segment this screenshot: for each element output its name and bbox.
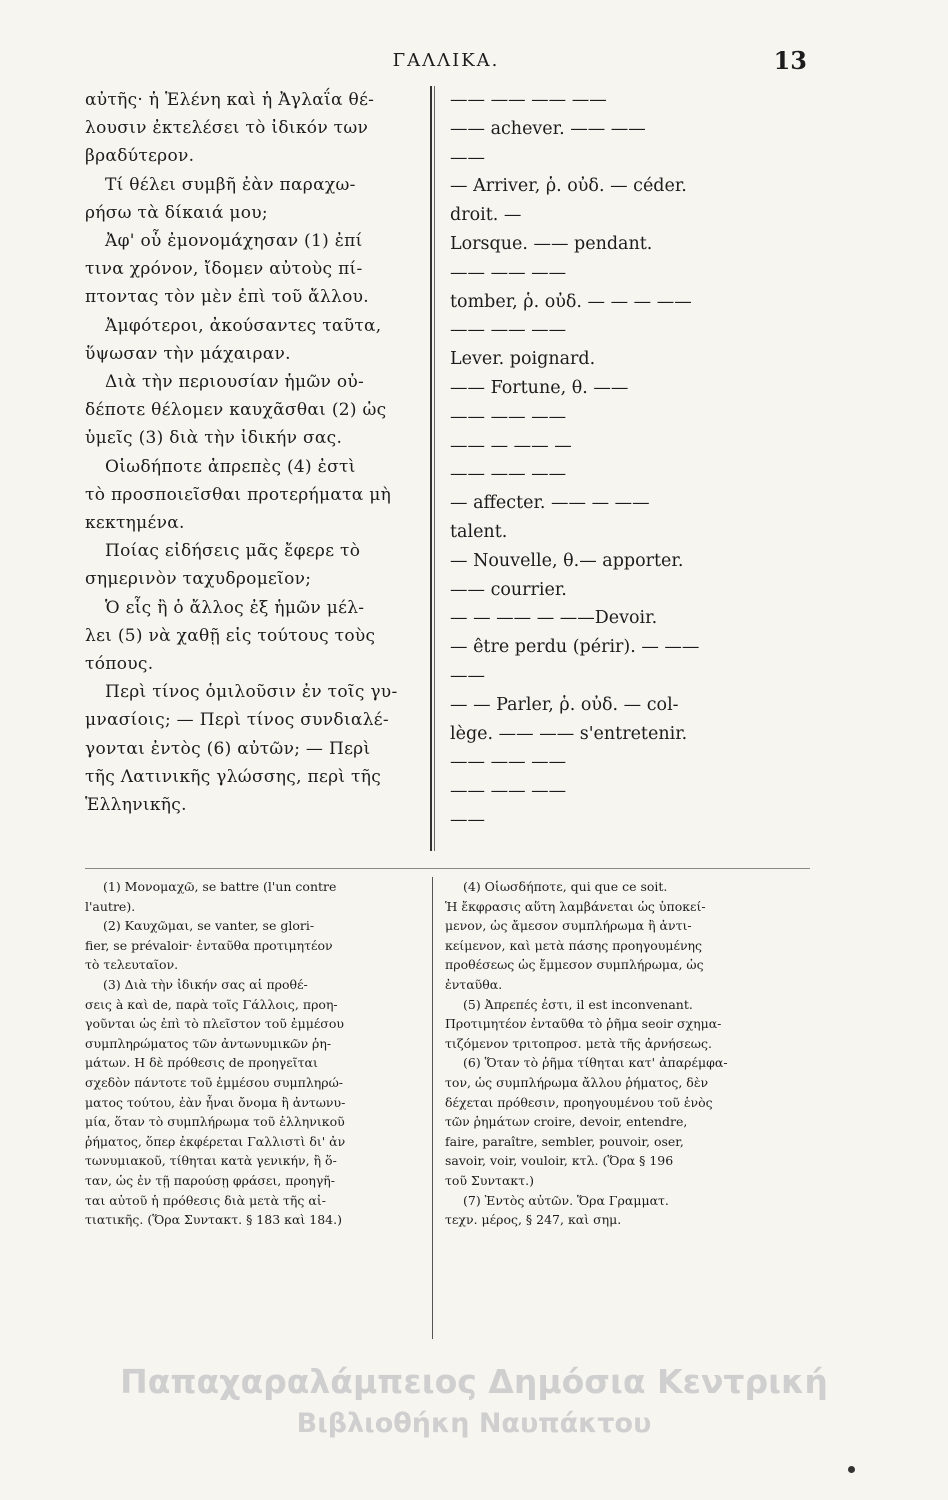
greek-text-column (85, 86, 425, 819)
footnote-line: δέχεται πρόθεσιν, προηγουμένου τοῦ ἑνὸς (445, 1094, 713, 1110)
french-vocab-line: Lorsque. —— pendant. (450, 233, 653, 254)
french-vocab-line: —— — —— — (450, 435, 572, 456)
greek-text-line: Ὁ εἷς ἢ ὁ ἄλλος ἐξ ἡμῶν μέλ- (105, 597, 365, 618)
greek-text-line: Οἱωδήποτε ἀπρεπὲς (4) ἐστὶ (105, 456, 356, 477)
page-number: 13 (773, 46, 807, 75)
column-divider-inner (434, 86, 435, 851)
french-vocabulary-column (440, 86, 810, 835)
footnote-divider (432, 877, 433, 1339)
french-vocab-line: —— —— —— (450, 752, 567, 773)
french-vocab-line: talent. (450, 521, 508, 542)
french-vocab-line: —— —— —— (450, 464, 567, 485)
greek-text-line: βραδύτερον. (85, 146, 195, 167)
footnote-line: l'autre). (85, 898, 136, 914)
footnote-line: σχεδὸν πάντοτε τοῦ ἐμμέσου συμπληρώ- (85, 1074, 343, 1090)
footnote-line: μενον, ὡς ἄμεσον συμπλήρωμα ἢ ἀντι- (445, 918, 692, 934)
greek-text-line: ὑμεῖς (3) διὰ τὴν ἰδικήν σας. (85, 428, 343, 449)
french-vocab-line: —— (450, 665, 485, 686)
greek-text-line: Τί θέλει συμβῆ ἐὰν παραχω- (105, 174, 356, 195)
greek-text-line: Ἑλληνικῆς. (85, 795, 187, 816)
french-vocab-line: — Arriver, ῥ. οὐδ. — céder. (450, 176, 687, 197)
library-watermark-line2: Βιβλιοθήκη Ναυπάκτου (296, 1408, 652, 1439)
french-vocab-line: — Nouvelle, θ.— apporter. (450, 550, 684, 571)
greek-text-line: Περὶ τίνος ὁμιλοῦσιν ἐν τοῖς γυ- (105, 682, 398, 703)
french-vocab-line: —— —— —— (450, 781, 567, 802)
page-header (85, 46, 807, 80)
footnote-line: (5) Ἀπρεπές ἐστι, il est inconvenant. (463, 996, 693, 1012)
footnote-line: (7) Ἐντὸς αὐτῶν. Ὅρα Γραμματ. (463, 1192, 669, 1208)
french-vocab-line: — être perdu (périr). — —— (450, 637, 700, 658)
greek-text-line: δέποτε θέλομεν καυχᾶσθαι (2) ὡς (85, 400, 387, 421)
ink-dot (848, 1466, 855, 1473)
french-vocab-line: —— —— —— (450, 262, 567, 283)
french-vocab-line: — — Parler, ῥ. οὐδ. — col- (450, 694, 679, 715)
greek-text-line: τινα χρόνον, ἴδομεν αὐτοὺς πί- (85, 259, 363, 280)
footnote-line: τοῦ Συντακτ.) (445, 1172, 534, 1188)
footnote-line: τῶν ῥημάτων croire, devoir, entendre, (445, 1114, 688, 1130)
footnote-line: τωνυμιακοῦ, τίθηται κατὰ γενικήν, ἢ ὅ- (85, 1153, 337, 1169)
greek-text-line: αὐτῆς· ἡ Ἑλένη καὶ ἡ Ἀγλαΐα θέ- (85, 90, 375, 110)
footnote-line: (3) Διὰ τὴν ἰδικήν σας αἱ προθέ- (103, 976, 308, 992)
footnote-line: κείμενον, καὶ μετὰ πάσης προηγουμένης (445, 937, 703, 953)
footnote-line: fier, se prévaloir· ἐνταῦθα προτιμητέον (85, 937, 333, 953)
french-vocab-line: — affecter. —— — —— (450, 493, 650, 514)
footnote-line: Προτιμητέον ἐνταῦθα τὸ ῥῆμα seoir σχημα- (445, 1016, 722, 1032)
footnote-line: τὸ τελευταῖον. (85, 957, 179, 973)
library-watermark-line1: Παπαχαραλάμπειος Δημόσια Κεντρική (120, 1362, 828, 1401)
greek-text-line: ρήσω τὰ δίκαιά μου; (85, 202, 268, 223)
footnote-line: ῥήματος, ὅπερ ἐκφέρεται Γαλλιστὶ δι' ἀν (85, 1133, 346, 1149)
french-vocab-line: Lever. poignard. (450, 349, 596, 370)
footnote-line: savoir, voir, vouloir, κτλ. (Ὅρα § 196 (445, 1153, 674, 1169)
french-vocab-line: droit. — (450, 205, 522, 226)
footnote-line: τιζόμενον τριτοπροσ. μετὰ τῆς ἀρνήσεως. (445, 1035, 712, 1051)
footnotes-right (445, 877, 810, 1230)
greek-text-line: μνασίοις; — Περὶ τίνος συνδιαλέ- (85, 710, 389, 731)
french-vocab-line: —— (450, 147, 485, 168)
french-vocab-line: — — —— — ——Devoir. (450, 608, 658, 629)
footnote-line: τιατικῆς. (Ὅρα Συντακτ. § 183 καὶ 184.) (85, 1212, 342, 1228)
footnote-line: τον, ὡς συμπλήρωμα ἄλλου ῥήματος, δὲν (445, 1074, 709, 1090)
french-vocab-line: —— —— —— —— (450, 90, 607, 110)
greek-text-line: γονται ἐντὸς (6) αὐτῶν; — Περὶ (85, 738, 371, 759)
footnote-line: ταν, ὡς ἐν τῇ παρούσῃ φράσει, προηγῆ- (85, 1172, 336, 1188)
french-vocab-line: lège. —— —— s'entretenir. (450, 723, 688, 744)
greek-text-line: πτοντας τὸν μὲν ἐπὶ τοῦ ἄλλου. (85, 287, 369, 308)
french-vocab-line: —— (450, 809, 485, 830)
greek-text-line: Ποίας εἰδήσεις μᾶς ἔφερε τὸ (105, 541, 361, 562)
greek-text-line: κεκτημένα. (85, 513, 185, 534)
greek-text-line: Διὰ τὴν περιουσίαν ἡμῶν οὐ- (105, 372, 365, 393)
footnote-line: σεις à καὶ de, παρὰ τοῖς Γάλλοις, προη- (85, 996, 338, 1012)
french-vocab-line: tomber, ῥ. οὐδ. — — — —— (450, 291, 692, 312)
greek-text-line: ὕψωσαν τὴν μάχαιραν. (85, 343, 291, 364)
greek-text-line: σημερινὸν ταχυδρομεῖον; (85, 569, 312, 590)
greek-text-line: λει (5) νὰ χαθῇ εἰς τούτους τοὺς (85, 625, 376, 646)
column-divider (430, 86, 432, 851)
footnote-line: (1) Μονομαχῶ, se battre (l'un contre (103, 879, 337, 894)
footnote-line: Ἡ ἔκφρασις αὕτη λαμβάνεται ὡς ὑποκεί- (445, 898, 706, 914)
greek-text-line: λουσιν ἐκτελέσει τὸ ἰδικόν των (85, 118, 369, 139)
greek-text-line: Ἀμφότεροι, ἀκούσαντες ταῦτα, (105, 315, 382, 336)
footnote-line: μάτων. Η δὲ πρόθεσις de προηγεῖται (85, 1055, 318, 1071)
footnote-separator (85, 868, 810, 869)
french-vocab-line: —— —— —— (450, 320, 567, 341)
footnote-line: τεχν. μέρος, § 247, καὶ σημ. (445, 1212, 622, 1228)
french-vocab-line: —— achever. —— —— (450, 118, 646, 139)
greek-text-line: τόπους. (85, 654, 154, 675)
footnote-line: (4) Οἱωσδήποτε, qui que ce soit. (463, 879, 668, 894)
footnote-line: γοῦνται ὡς ἐπὶ τὸ πλεῖστον τοῦ ἐμμέσου (85, 1016, 344, 1032)
footnote-line: ἐνταῦθα. (445, 976, 503, 992)
greek-text-line: τῆς Λατινικῆς γλώσσης, περὶ τῆς (85, 766, 382, 787)
footnote-line: faire, paraître, sembler, pouvoir, oser, (445, 1133, 684, 1149)
footnote-line: ται αὐτοῦ ἡ πρόθεσις διὰ μετὰ τῆς αἰ- (85, 1192, 326, 1208)
french-vocab-line: —— Fortune, θ. —— (450, 377, 629, 398)
french-vocab-line: —— —— —— (450, 406, 567, 427)
footnote-line: (2) Καυχῶμαι, se vanter, se glori- (103, 918, 315, 934)
footnote-line: (6) Ὅταν τὸ ῥῆμα τίθηται κατ' ἀπαρέμφα- (463, 1055, 728, 1071)
footnote-line: ματος τούτου, ἐὰν ἦναι ὄνομα ἢ ἀντωνυ- (85, 1094, 346, 1110)
french-vocab-line: —— courrier. (450, 579, 567, 600)
greek-text-line: τὸ προσποιεῖσθαι προτερήματα μὴ (85, 484, 392, 505)
footnotes-left (85, 877, 423, 1230)
running-title: ΓΑΛΛΙΚΑ. (392, 50, 500, 71)
footnote-line: συμπληρώματος τῶν ἀντωνυμικῶν ῥη- (85, 1035, 332, 1051)
greek-text-line: Ἀφ' οὗ ἐμονομάχησαν (1) ἐπί (105, 231, 363, 252)
footnote-line: προθέσεως ὡς ἔμμεσον συμπλήρωμα, ὡς (445, 957, 704, 973)
footnote-line: μία, ὅταν τὸ συμπλήρωμα τοῦ ἑλληνικοῦ (85, 1114, 345, 1130)
